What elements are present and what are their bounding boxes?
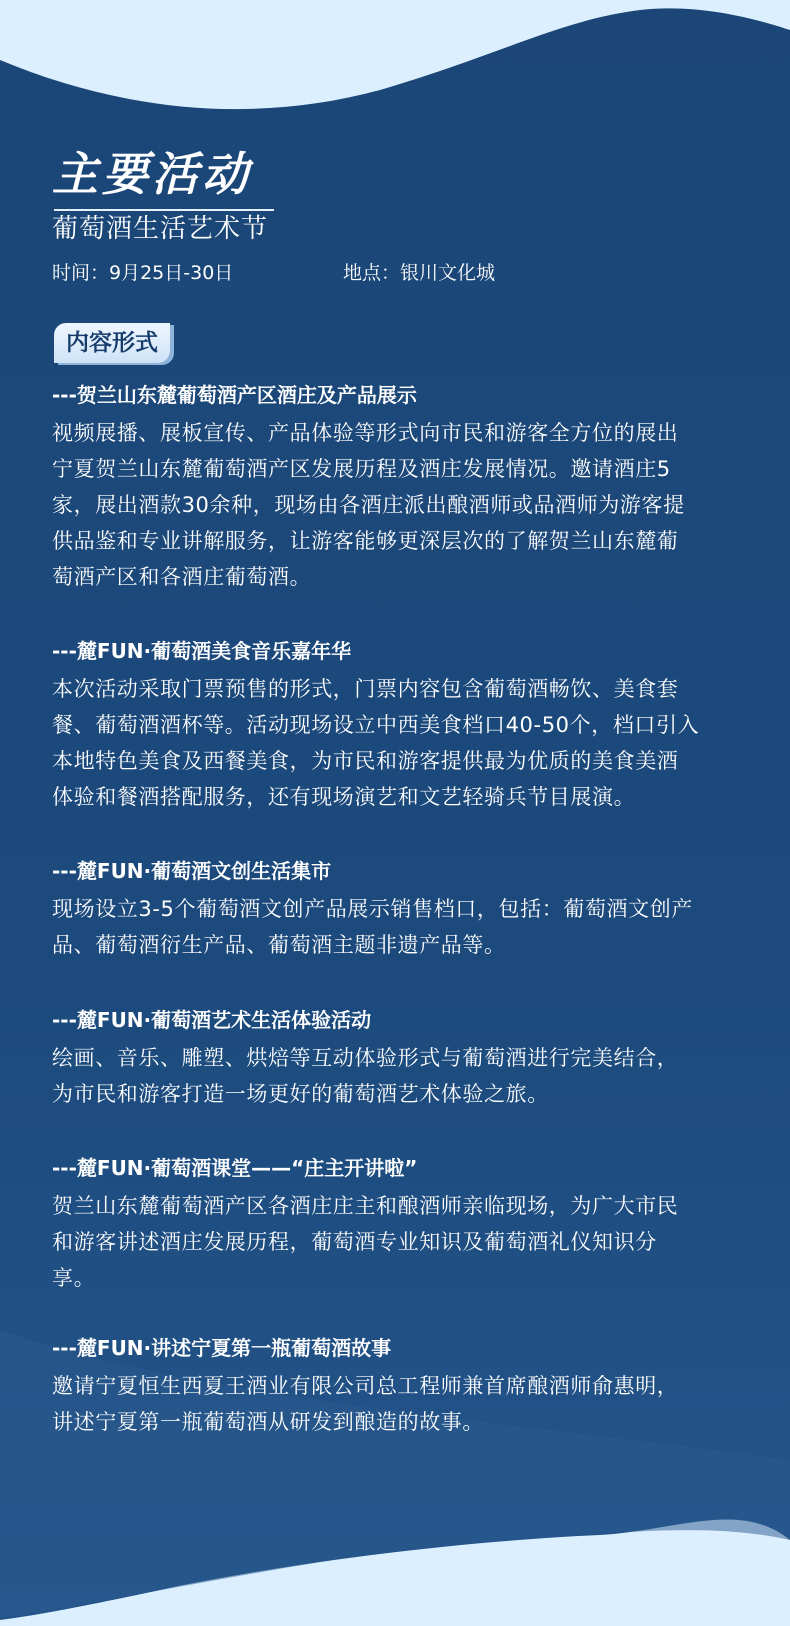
activity-section <box>52 1333 772 1440</box>
activity-text-line: 视频展播、展板宣传、产品体验等形式向市民和游客全方位的展出 <box>52 421 679 445</box>
activity-section <box>52 636 772 815</box>
activity-section <box>52 1153 772 1296</box>
section-badge: 内容形式 <box>54 323 170 363</box>
activity-text-line: 家，展出酒款30余种，现场由各酒庄派出酿酒师或品酒师为游客提 <box>52 493 685 517</box>
activity-heading: ---麓FUN·讲述宁夏第一瓶葡萄酒故事 <box>52 1336 392 1360</box>
activity-text-line: 宁夏贺兰山东麓葡萄酒产区发展历程及酒庄发展情况。邀请酒庄5 <box>52 457 671 481</box>
activity-text-line: 本地特色美食及西餐美食，为市民和游客提供最为优质的美食美酒 <box>52 749 679 773</box>
page-title: 主要活动 <box>52 147 252 201</box>
activity-text-line: 邀请宁夏恒生西夏王酒业有限公司总工程师兼首席酿酒师俞惠明， <box>52 1374 679 1398</box>
activity-text-line: 现场设立3-5个葡萄酒文创产品展示销售档口，包括：葡萄酒文创产 <box>52 897 693 921</box>
activity-text-line: 本次活动采取门票预售的形式，门票内容包含葡萄酒畅饮、美食套 <box>52 677 679 701</box>
activity-text-line: 为市民和游客打造一场更好的葡萄酒艺术体验之旅。 <box>52 1082 549 1106</box>
activity-text-line: 绘画、音乐、雕塑、烘焙等互动体验形式与葡萄酒进行完美结合， <box>52 1046 679 1070</box>
activity-text-line: 供品鉴和专业讲解服务，让游客能够更深层次的了解贺兰山东麓葡 <box>52 529 679 553</box>
activity-text-line: 享。 <box>52 1266 96 1290</box>
activity-heading: ---麓FUN·葡萄酒课堂——“庄主开讲啦” <box>52 1156 418 1180</box>
activity-text-line: 萄酒产区和各酒庄葡萄酒。 <box>52 565 312 589</box>
activity-section <box>52 380 772 595</box>
activity-section <box>52 1005 772 1112</box>
event-location: 地点：银川文化城 <box>343 262 496 284</box>
activity-heading: ---麓FUN·葡萄酒艺术生活体验活动 <box>52 1008 372 1032</box>
activity-text-line: 餐、葡萄酒酒杯等。活动现场设立中西美食档口40-50个，档口引入 <box>52 713 700 737</box>
event-time: 时间：9月25日-30日 <box>52 262 234 284</box>
activity-text-line: 贺兰山东麓葡萄酒产区各酒庄庄主和酿酒师亲临现场，为广大市民 <box>52 1194 679 1218</box>
page-subtitle: 葡萄酒生活艺术节 <box>52 214 269 244</box>
activity-heading: ---麓FUN·葡萄酒文创生活集市 <box>52 859 332 883</box>
activity-text-line: 品、葡萄酒衍生产品、葡萄酒主题非遗产品等。 <box>52 933 506 957</box>
activity-text-line: 体验和餐酒搭配服务，还有现场演艺和文艺轻骑兵节目展演。 <box>52 785 636 809</box>
activity-text-line: 和游客讲述酒庄发展历程，葡萄酒专业知识及葡萄酒礼仪知识分 <box>52 1230 657 1254</box>
activity-heading: ---麓FUN·葡萄酒美食音乐嘉年华 <box>52 639 352 663</box>
activity-text-line: 讲述宁夏第一瓶葡萄酒从研发到酿造的故事。 <box>52 1410 484 1434</box>
activity-section <box>52 856 772 963</box>
activity-heading: ---贺兰山东麓葡萄酒产区酒庄及产品展示 <box>52 383 417 407</box>
